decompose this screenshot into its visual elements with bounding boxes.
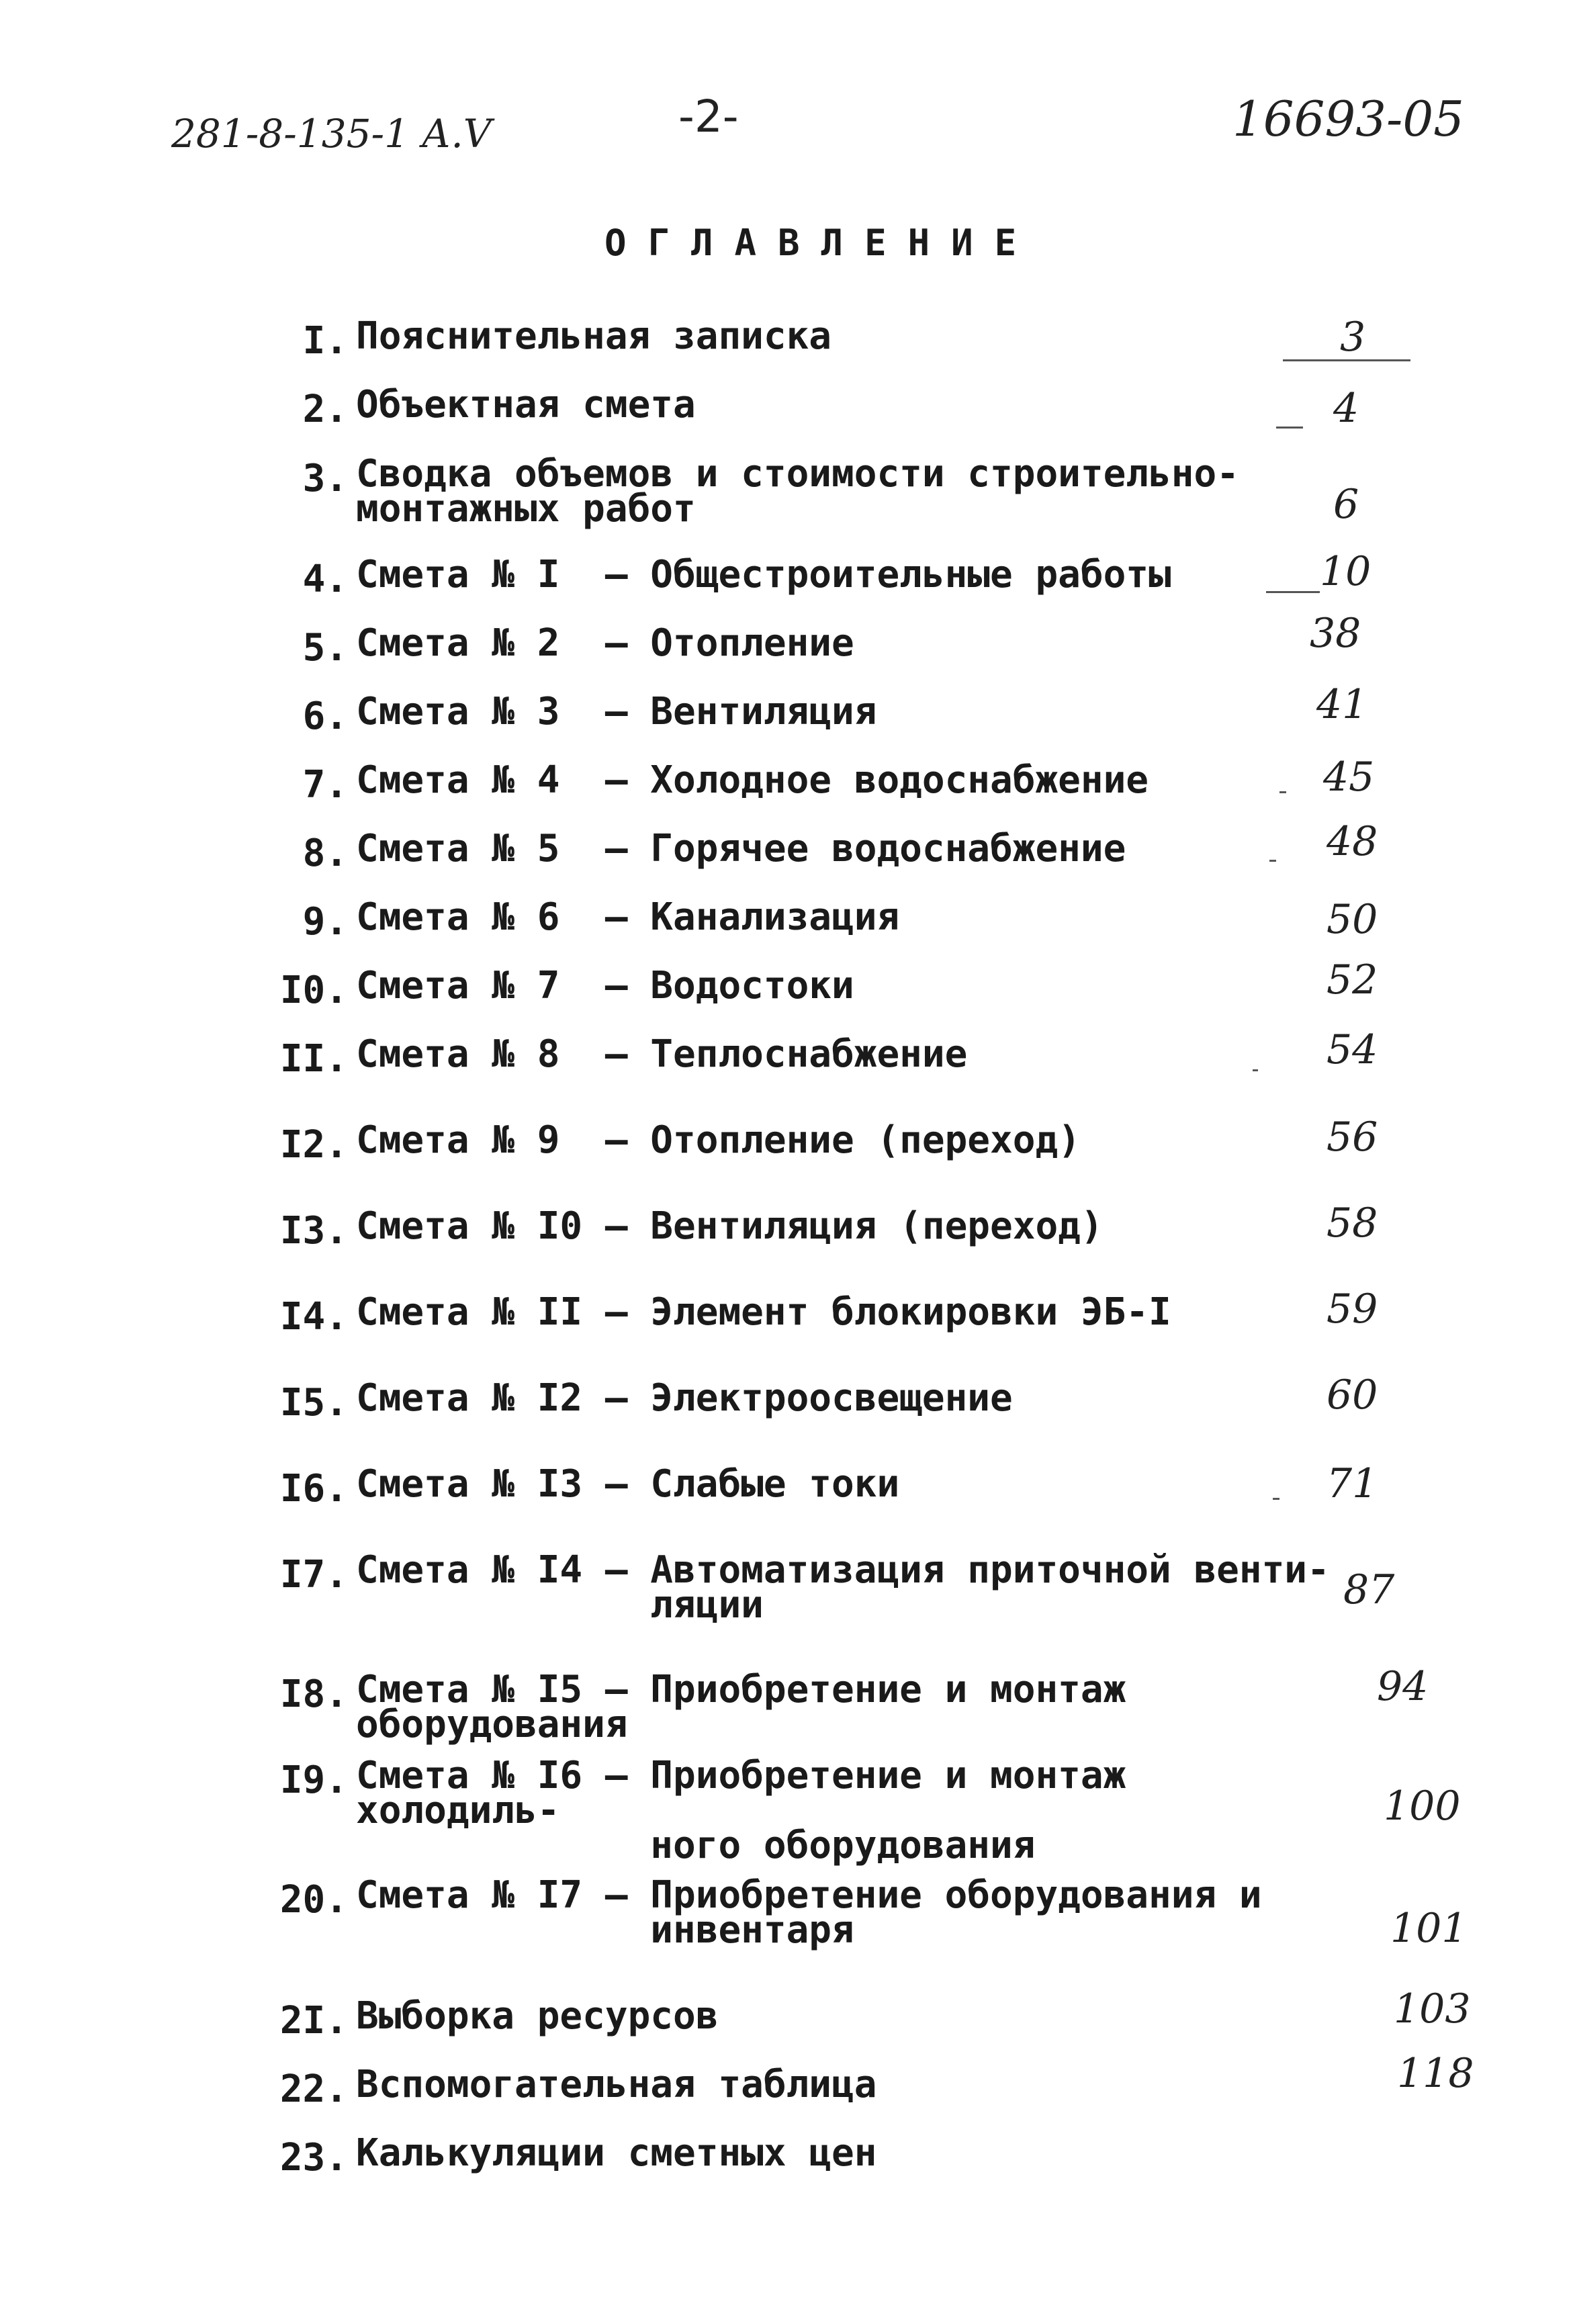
toc-entry-title: Смета № II – Элемент блокировки ЭБ-I xyxy=(356,1290,1171,1334)
toc-entry-title: Объектная смета xyxy=(356,383,696,427)
document-id: 16693-05 xyxy=(1232,91,1464,147)
toc-entry-number: 9. xyxy=(302,900,348,944)
toc-entry-page: 45 xyxy=(1323,754,1375,801)
toc-entry-page: 48 xyxy=(1327,818,1378,865)
toc-entry-page: 50 xyxy=(1327,896,1378,943)
toc-entry-number: I7. xyxy=(279,1553,348,1597)
toc-entry-title: Смета № 7 – Водостоки xyxy=(356,964,854,1008)
toc-entry-title: Смета № I6 – Приобретение и монтаж холодиль- ного оборудования xyxy=(356,1754,1126,1867)
toc-entry-page: 100 xyxy=(1384,1783,1461,1830)
toc-entry-number: I0. xyxy=(279,969,348,1012)
toc-entry-page: 56 xyxy=(1327,1114,1378,1161)
toc-entry-page: 4 xyxy=(1333,385,1359,432)
toc-entry-page: 118 xyxy=(1397,2050,1474,2097)
toc-entry-page: 103 xyxy=(1394,1985,1471,2032)
toc-entry-number: 2I. xyxy=(279,1999,348,2043)
toc-entry-number: I3. xyxy=(279,1209,348,1253)
toc-entry-title: Смета № I – Общестроительные работы xyxy=(356,553,1171,596)
toc-entry-number: 2. xyxy=(302,388,348,431)
toc-entry-title: Смета № 9 – Отопление (переход) xyxy=(356,1118,1081,1162)
toc-entry-title: Смета № I2 – Электроосвещение xyxy=(356,1376,1013,1420)
toc-entry-title: Калькуляции сметных цен xyxy=(356,2131,877,2175)
toc-entry-number: 23. xyxy=(279,2136,348,2180)
toc-entry-number: 3. xyxy=(302,457,348,500)
toc-entry-page: 60 xyxy=(1327,1372,1378,1419)
toc-entry-title: Выборка ресурсов xyxy=(356,1994,719,2038)
toc-entry-title: Смета № 5 – Горячее водоснабжение xyxy=(356,827,1126,870)
toc-entry-page: 94 xyxy=(1377,1663,1429,1710)
toc-entry-page: 54 xyxy=(1327,1026,1378,1073)
toc-entry-title: Смета № 6 – Канализация xyxy=(356,895,900,939)
toc-entry-number: 22. xyxy=(279,2067,348,2111)
toc-entry-number: I. xyxy=(302,319,348,363)
page-title: ОГЛАВЛЕНИЕ xyxy=(604,222,1038,264)
leader-line xyxy=(1269,860,1276,862)
toc-entry-title: Пояснительная записка xyxy=(356,314,832,358)
toc-entry-page: 10 xyxy=(1320,548,1372,595)
toc-entry-number: I2. xyxy=(279,1123,348,1167)
toc-entry-page: 101 xyxy=(1390,1905,1468,1952)
toc-entry-title: Смета № 4 – Холодное водоснабжение xyxy=(356,758,1149,802)
toc-entry-title: Вспомогательная таблица xyxy=(356,2063,877,2106)
toc-entry-title: Смета № I7 – Приобретение оборудования и инвентаря xyxy=(356,1873,1262,1952)
leader-line xyxy=(1273,1498,1279,1500)
toc-entry-title: Смета № I0 – Вентиляция (переход) xyxy=(356,1204,1104,1248)
leader-line xyxy=(1279,791,1286,793)
toc-entry-number: 5. xyxy=(302,626,348,670)
document-code: 281-8-135-1 А.V xyxy=(171,111,492,157)
toc-entry-page: 59 xyxy=(1327,1286,1378,1333)
toc-entry-number: I9. xyxy=(279,1758,348,1802)
leader-line xyxy=(1266,591,1320,593)
toc-entry-title: Смета № I5 – Приобретение и монтаж оборудования xyxy=(356,1668,1149,1746)
toc-entry-number: 7. xyxy=(302,763,348,807)
toc-entry-page: 38 xyxy=(1310,610,1361,657)
toc-entry-title: Смета № I3 – Слабые токи xyxy=(356,1462,900,1506)
toc-entry-number: 8. xyxy=(302,832,348,875)
toc-entry-title: Смета № 3 – Вентиляция xyxy=(356,690,877,733)
page-number: -2- xyxy=(678,91,739,142)
toc-entry-number: 6. xyxy=(302,695,348,738)
toc-entry-title: Смета № 8 – Теплоснабжение xyxy=(356,1032,968,1076)
leader-line xyxy=(1253,1069,1258,1071)
toc-entry-title: Сводка объемов и стоимости строительно- монтажных работ xyxy=(356,452,1239,531)
toc-entry-title: Смета № 2 – Отопление xyxy=(356,621,854,665)
toc-entry-page: 3 xyxy=(1340,314,1366,361)
toc-entry-page: 58 xyxy=(1327,1200,1378,1247)
toc-entry-number: I6. xyxy=(279,1467,348,1511)
leader-line xyxy=(1276,427,1303,429)
toc-entry-page: 87 xyxy=(1343,1566,1395,1613)
toc-entry-number: I8. xyxy=(279,1672,348,1716)
toc-entry-number: 20. xyxy=(279,1878,348,1922)
toc-entry-number: I5. xyxy=(279,1381,348,1425)
toc-entry-page: 41 xyxy=(1316,681,1368,728)
toc-entry-page: 71 xyxy=(1327,1460,1378,1507)
toc-entry-number: 4. xyxy=(302,557,348,601)
toc-entry-page: 52 xyxy=(1327,956,1378,1003)
toc-entry-number: II. xyxy=(279,1037,348,1081)
toc-entry-number: I4. xyxy=(279,1295,348,1339)
toc-entry-title: Смета № I4 – Автоматизация приточной венти- ляции xyxy=(356,1548,1330,1627)
toc-entry-page: 6 xyxy=(1333,481,1359,528)
